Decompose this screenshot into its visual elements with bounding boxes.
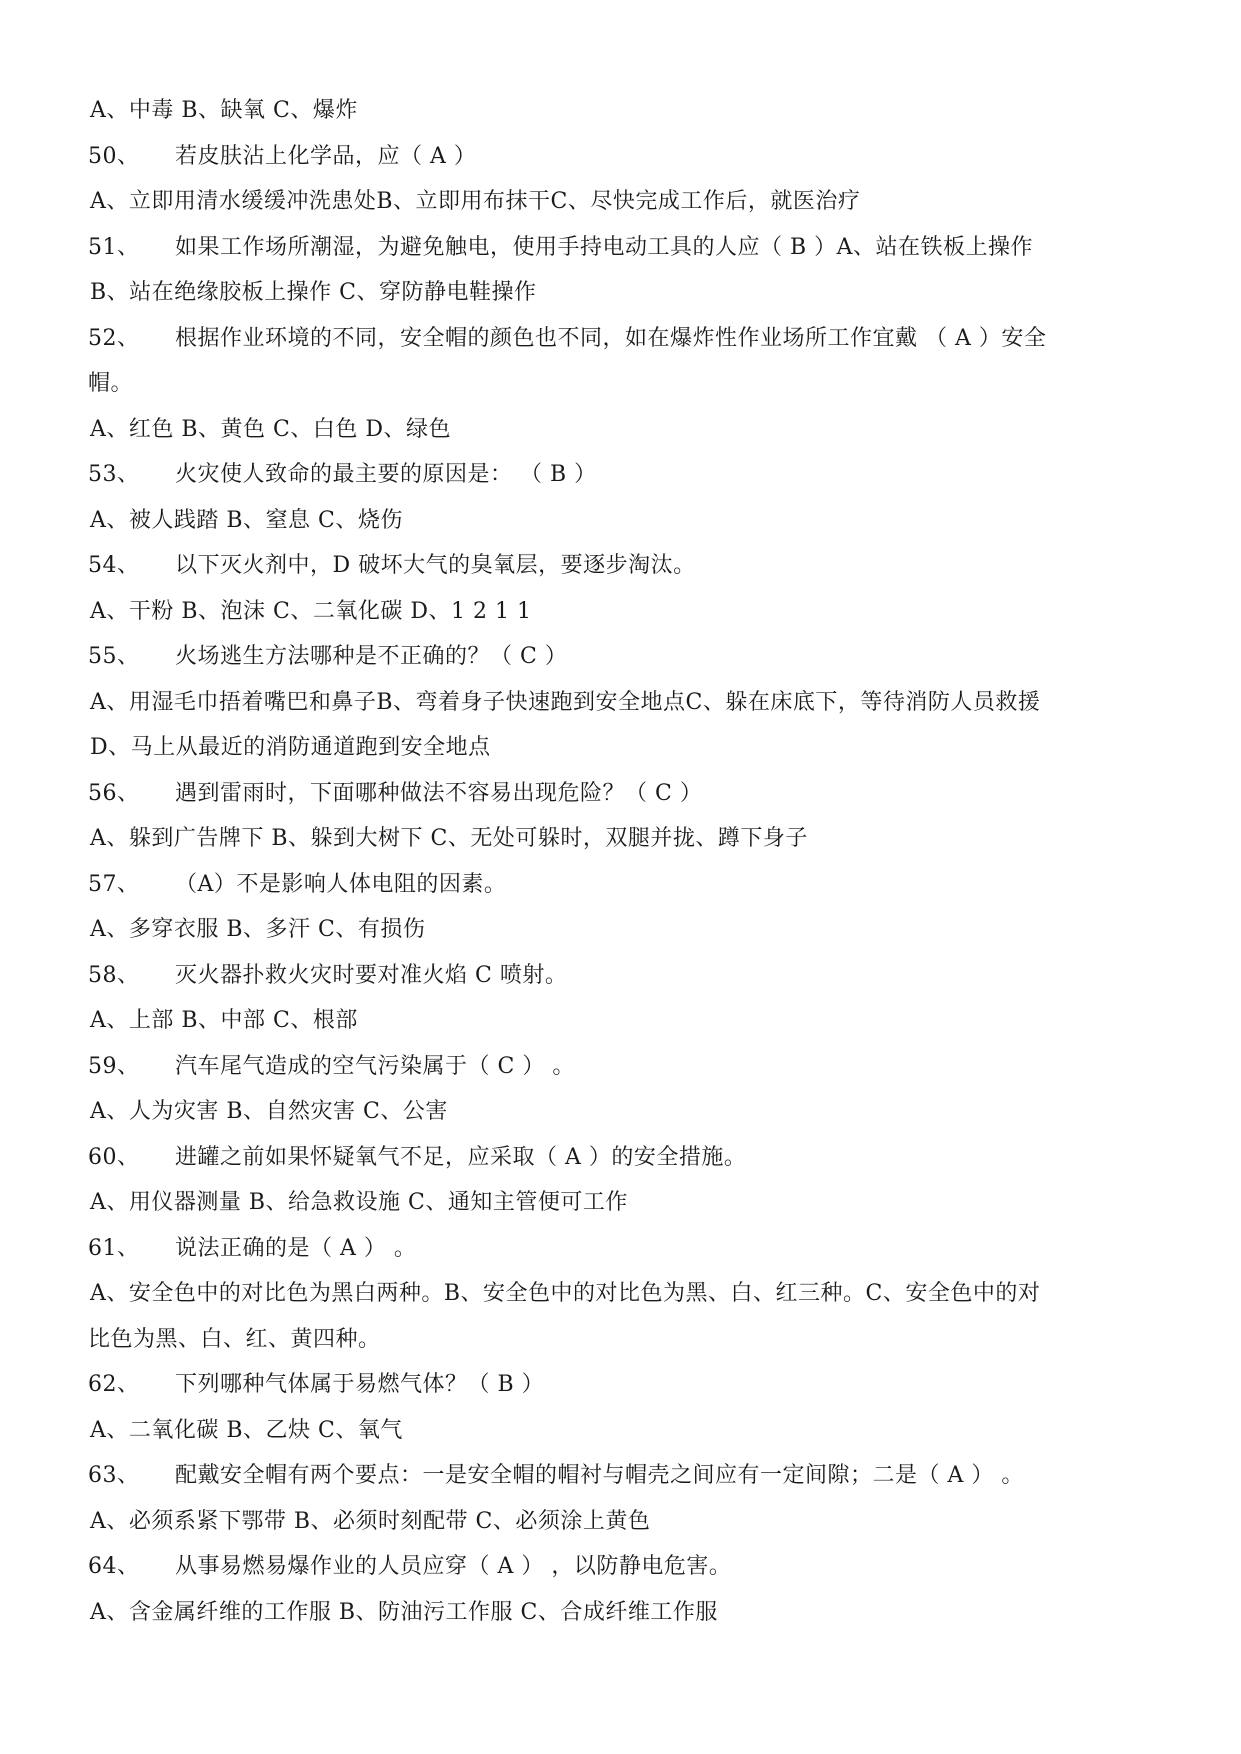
continuation-line: 帽。 [88, 371, 134, 396]
question-text: 若皮肤沾上化学品，应（ A ） [175, 143, 477, 169]
question-number: 56、 [88, 780, 140, 806]
question-number: 57、 [88, 871, 140, 897]
options-line: A、用湿毛巾捂着嘴巴和鼻子B、弯着身子快速跑到安全地点C、躲在床底下，等待消防人员救援 [90, 689, 1041, 715]
options-line: A、躲到广告牌下 B、躲到大树下 C、无处可躲时，双腿并拢、蹲下身子 [90, 826, 808, 851]
continuation-line: 比色为黑、白、红、黄四种。 [88, 1326, 381, 1352]
question-number: 50、 [88, 143, 140, 169]
question-text: 汽车尾气造成的空气污染属于（ C ） 。 [175, 1053, 575, 1079]
question-text: 从事易燃易爆作业的人员应穿（ A ） ，以防静电危害。 [175, 1554, 732, 1579]
question-line [88, 1044, 1168, 1090]
question-line [88, 1135, 1168, 1181]
question-number: 54、 [88, 553, 140, 578]
options-line: A、用仪器测量 B、给急救设施 C、通知主管便可工作 [90, 1190, 628, 1215]
question-text: 灭火器扑救火灾时要对准火焰 C 喷射。 [175, 962, 568, 988]
question-line [88, 543, 1168, 589]
question-number: 53、 [88, 462, 140, 487]
question-line [88, 134, 1168, 180]
question-line [88, 953, 1168, 999]
question-text: 火灾使人致命的最主要的原因是： （ B ） [175, 462, 597, 487]
question-text: 说法正确的是（ A ） 。 [175, 1235, 417, 1261]
question-text: 遇到雷雨时，下面哪种做法不容易出现危险？（ C ） [175, 780, 703, 806]
options-line: A、立即用清水缓缓冲洗患处B、立即用布抹干C、尽快完成工作后，就医治疗 [90, 189, 861, 214]
question-line [88, 316, 1168, 362]
question-number: 52、 [88, 325, 140, 351]
options-line: A、上部 B、中部 C、根部 [90, 1008, 358, 1033]
question-text: 进罐之前如果怀疑氧气不足，应采取（ A ）的安全措施。 [175, 1144, 747, 1170]
options-line: A、必须系紧下鄂带 B、必须时刻配带 C、必须涂上黄色 [90, 1508, 651, 1534]
question-text: 如果工作场所潮湿，为避免触电，使用手持电动工具的人应（ B ）A、站在铁板上操作 [175, 234, 1034, 260]
question-text: 以下灭火剂中，D 破坏大气的臭氧层，要逐步淘汰。 [175, 553, 696, 578]
question-line [88, 771, 1168, 817]
options-line: B、站在绝缘胶板上操作 C、穿防静电鞋操作 [90, 280, 537, 305]
options-line: A、红色 B、黄色 C、白色 D、绿色 [90, 416, 452, 442]
options-line: A、安全色中的对比色为黑白两种。B、安全色中的对比色为黑、白、红三种。C、安全色中的对 [90, 1281, 1041, 1306]
question-number: 61、 [88, 1235, 140, 1261]
question-number: 59、 [88, 1053, 140, 1079]
options-line: A、干粉 B、泡沫 C、二氧化碳 D、1 2 1 1 [90, 598, 532, 624]
question-number: 60、 [88, 1144, 140, 1170]
question-line [88, 1226, 1168, 1272]
options-line: A、中毒 B、缺氧 C、爆炸 [90, 98, 358, 123]
question-number: 62、 [88, 1372, 140, 1397]
options-line: A、含金属纤维的工作服 B、防油污工作服 C、合成纤维工作服 [90, 1599, 718, 1625]
options-line: D、马上从最近的消防通道跑到安全地点 [90, 735, 491, 760]
question-number: 64、 [88, 1554, 140, 1579]
question-number: 55、 [88, 644, 140, 669]
question-line [88, 225, 1168, 271]
question-number: 58、 [88, 962, 140, 988]
question-text: 火场逃生方法哪种是不正确的？（ C ） [175, 644, 568, 669]
question-text: 配戴安全帽有两个要点：一是安全帽的帽衬与帽壳之间应有一定间隙；二是（ A ） 。 [175, 1463, 1024, 1488]
options-line: A、多穿衣服 B、多汗 C、有损伤 [90, 917, 426, 942]
options-line: A、二氧化碳 B、乙炔 C、氧气 [90, 1417, 403, 1443]
question-number: 63、 [88, 1463, 140, 1488]
options-line: A、被人践踏 B、窒息 C、烧伤 [90, 507, 403, 533]
question-line [88, 862, 1168, 908]
question-number: 51、 [88, 234, 140, 260]
question-text: （A）不是影响人体电阻的因素。 [175, 871, 507, 897]
question-line [88, 634, 1168, 680]
document-body [88, 88, 1168, 1635]
question-line [88, 1453, 1168, 1499]
question-line [88, 1362, 1168, 1408]
options-line: A、人为灾害 B、自然灾害 C、公害 [90, 1099, 448, 1124]
question-line [88, 452, 1168, 498]
question-text: 根据作业环境的不同，安全帽的颜色也不同，如在爆炸性作业场所工作宜戴 （ A ）安全 [175, 325, 1047, 351]
question-text: 下列哪种气体属于易燃气体？（ B ） [175, 1372, 545, 1397]
question-line [88, 1544, 1168, 1590]
